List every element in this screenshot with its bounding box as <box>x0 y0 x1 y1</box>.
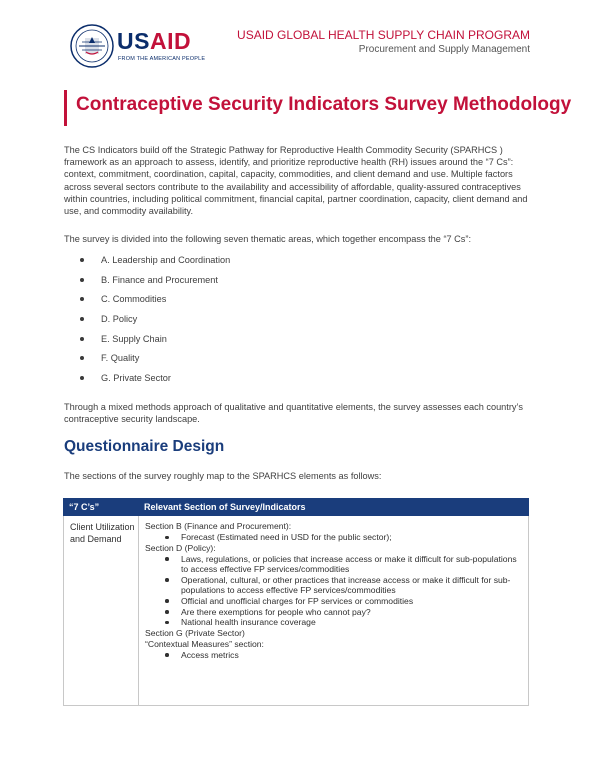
list-item: B. Finance and Procurement <box>80 275 230 295</box>
list-item: F. Quality <box>80 353 230 373</box>
list-item: D. Policy <box>80 314 230 334</box>
usaid-seal-icon <box>70 24 114 68</box>
section-g-label: Section G (Private Sector) <box>145 627 245 638</box>
intro-paragraph: The CS Indicators build off the Strategic Pathway for Reproductive Health Commodity Security (SPARHCS ) framework as an approach to assess, identify, and prioritize reproductive health (RH) issues around the “7 Cs”: context, commitment, coordination, capital, capacity, commodities, and client demand and use. Multiple factors across several sectors contribute to the availability and accessibility of affordable, quality-assured contraceptives within countries, including political commitment, financial capital, partner coordination, capacity, client demand and use, and commodity availability. <box>64 145 528 217</box>
list-item: National health insurance coverage <box>145 617 523 628</box>
title-accent-bar <box>64 90 67 126</box>
usaid-tagline: FROM THE AMERICAN PEOPLE <box>118 56 206 62</box>
document-title: Contraceptive Security Indicators Survey Methodology <box>76 94 572 115</box>
cell-sections <box>145 521 523 660</box>
cell-7c: Client Utilization and Demand <box>70 522 135 544</box>
list-item: Are there exemptions for people who cannot pay? <box>145 607 523 618</box>
thematic-intro-paragraph: The survey is divided into the following seven thematic areas, which together encompass the “7 Cs”: <box>64 234 472 244</box>
section-d-label: Section D (Policy): <box>145 542 216 553</box>
usaid-wordmark: USAID <box>117 28 192 54</box>
list-item: Forecast (Estimated need in USD for the public sector); <box>145 532 523 543</box>
list-item: Laws, regulations, or policies that increase access or make it difficult for sub-populations to access effective FP services/commodities <box>145 554 523 575</box>
list-item: Operational, cultural, or other practices that increase access or make it difficult for sub-populations to access effective FP services/commodities <box>145 575 523 596</box>
table-row <box>63 516 529 706</box>
list-item: E. Supply Chain <box>80 334 230 354</box>
page-header <box>70 22 530 72</box>
questionnaire-heading: Questionnaire Design <box>64 438 225 455</box>
list-item: G. Private Sector <box>80 373 230 393</box>
list-item: A. Leadership and Coordination <box>80 255 230 275</box>
program-title: USAID GLOBAL HEALTH SUPPLY CHAIN PROGRAM <box>237 28 530 42</box>
column-divider <box>138 516 139 705</box>
contextual-label: “Contextual Measures” section: <box>145 638 264 649</box>
column-header-7cs: “7 C’s” <box>69 502 100 512</box>
program-subtitle: Procurement and Supply Management <box>358 44 530 55</box>
sparhcs-mapping-table <box>63 498 529 706</box>
table-header <box>63 498 529 516</box>
questionnaire-intro: The sections of the survey roughly map to the SPARHCS elements as follows: <box>64 471 382 481</box>
mixed-methods-paragraph: Through a mixed methods approach of qualitative and quantitative elements, the survey assesses each country’s contraceptive security landscape. <box>64 402 523 425</box>
column-header-sections: Relevant Section of Survey/Indicators <box>144 502 306 512</box>
section-b-label: Section B (Finance and Procurement): <box>145 521 292 531</box>
list-item: C. Commodities <box>80 294 230 314</box>
list-item: Official and unofficial charges for FP services or commodities <box>145 596 523 607</box>
list-item: Access metrics <box>145 650 523 661</box>
thematic-areas-list <box>80 255 230 393</box>
